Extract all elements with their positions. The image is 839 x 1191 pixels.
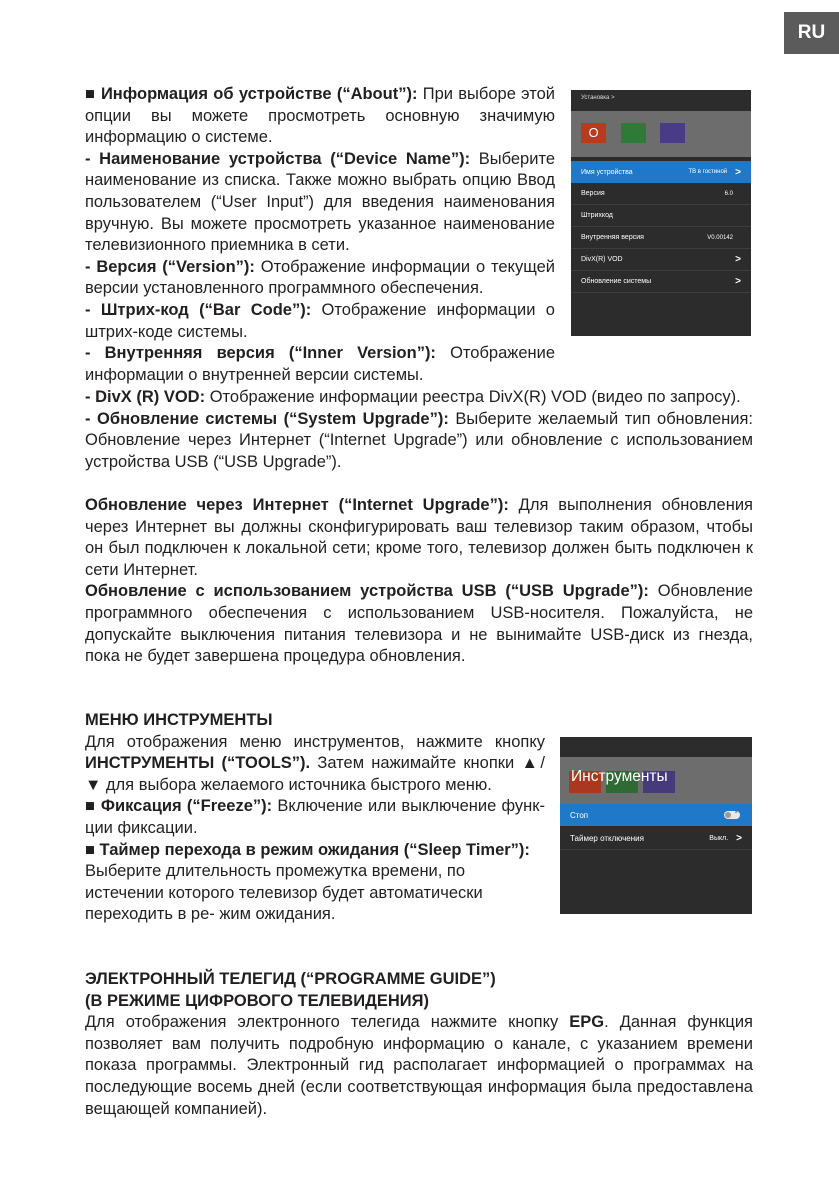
epg-paragraph xyxy=(85,1012,753,1120)
internet-upgrade-paragraph xyxy=(85,495,753,581)
divx-paragraph xyxy=(85,387,753,409)
divx-desc: Отображение информации реестра DivX(R) VOD (видео по запросу). xyxy=(209,388,741,406)
tools-heading: МЕНЮ ИНСТРУМЕНТЫ xyxy=(85,711,273,729)
sleep-timer-term: ■ Таймер перехода в режим ожидания (“Sleep Timer”): xyxy=(85,840,530,859)
version-term: - Версия (“Version”): xyxy=(85,257,255,276)
tv-about-screen xyxy=(571,90,751,336)
row-label: Таймер отключения xyxy=(570,834,644,843)
menu-row-freeze[interactable] xyxy=(560,804,752,826)
system-upgrade-term: - Обновление системы (“System Upgrade”): xyxy=(85,409,449,428)
menu-row-inner-version[interactable] xyxy=(571,227,751,249)
row-label: Версия xyxy=(581,190,605,197)
menu-row-device-name[interactable] xyxy=(571,161,751,183)
inner-version-desc: Отображение информации о внутренней версии системы. xyxy=(85,344,555,384)
row-label: Обновление системы xyxy=(581,278,652,285)
tools-section xyxy=(85,710,545,926)
device-name-paragraph xyxy=(85,149,555,257)
menu-row-sleep-timer[interactable] xyxy=(560,828,752,850)
purple-square xyxy=(660,123,685,143)
row-value: 6.0 xyxy=(724,190,733,197)
freeze-term: ■ Фиксация (“Freeze”): xyxy=(85,797,273,816)
inner-version-paragraph xyxy=(85,343,555,386)
row-label: Имя устройства xyxy=(581,168,633,176)
about-desc: При выборе этой опции вы можете просмотреть основную значимую информацию о системе. xyxy=(85,85,555,147)
sleep-timer-desc: Выберите длительность промежутка времени, по истечении которого телевизор будет автоматически переходить в ре- жим ожидания. xyxy=(85,862,483,924)
row-value: ТВ в гостиной xyxy=(688,169,728,175)
epg-text2: . Данная функция позволяет вам получить подробную информацию о канале, с указанием времени показа программы. Электронный гид располагает информацией о программах на последующие восемь дней (если соответствующая информация была предоставлена вещающей компанией). xyxy=(85,1013,753,1118)
green-square xyxy=(621,123,646,143)
menu-row-version[interactable] xyxy=(571,183,751,205)
row-label: Штрихкод xyxy=(581,212,613,219)
epg-section xyxy=(85,969,753,1120)
chevron-right-icon: > xyxy=(735,276,741,287)
row-value: Выкл. xyxy=(709,835,729,842)
menu-row-system-upgrade[interactable] xyxy=(571,271,751,293)
barcode-paragraph xyxy=(85,300,555,343)
device-name-desc: Выберите наименование из списка. Также можно выбрать опцию Ввод пользователем (“User Input”) для введения наименования вручную. Вы можете просмотреть указанное наименование телевизионного приемника в сети. xyxy=(85,149,555,255)
epg-heading-2: (В РЕЖИМЕ ЦИФРОВОГО ТЕЛЕВИДЕНИЯ) xyxy=(85,991,429,1010)
system-upgrade-paragraph xyxy=(85,409,753,474)
tools-intro-text2: Затем нажимайте кнопки ▲/▼ для выбора желаемого источника быстрого меню. xyxy=(85,754,545,794)
tools-key: ИНСТРУМЕНТЫ (“TOOLS”). xyxy=(85,754,311,773)
menu-row-barcode[interactable] xyxy=(571,205,751,227)
usb-upgrade-paragraph xyxy=(85,581,753,667)
tools-intro-text: Для отображения меню инструментов, нажмите кнопку xyxy=(85,732,545,751)
freeze-desc: Включение или выключение функ-ции фиксации. xyxy=(85,797,545,837)
system-upgrade-desc: Выберите желаемый тип обновления: Обновление через Интернет (“Internet Upgrade”) или обновление с использованием устройства USB (“USB Upgrade”). xyxy=(85,409,753,471)
internet-upgrade-desc: Для выполнения обновления через Интернет вы должны сконфигурировать ваш телевизор таким образом, чтобы он был подключен к локальной сети; кроме того, телевизор должен быть подключен к сети Интернет. xyxy=(85,495,753,579)
row-label: Стоп xyxy=(570,810,589,820)
row-label: DivX(R) VOD xyxy=(581,256,623,263)
chevron-right-icon: > xyxy=(735,254,741,265)
tools-intro-paragraph xyxy=(85,732,545,797)
sleep-timer-desc-paragraph xyxy=(85,861,545,926)
chevron-right-icon: > xyxy=(735,166,741,178)
header-band xyxy=(571,111,751,157)
red-square: О xyxy=(581,123,606,143)
about-section xyxy=(85,84,555,386)
about-paragraph xyxy=(85,84,555,149)
freeze-paragraph xyxy=(85,796,545,839)
breadcrumb: Установка > xyxy=(581,95,615,101)
tv-tools-screen xyxy=(560,737,752,914)
divx-term: - DivX (R) VOD: xyxy=(85,388,206,406)
internet-upgrade-term: Обновление через Интернет (“Internet Upgrade”): xyxy=(85,495,509,514)
toggle-switch[interactable]: × xyxy=(724,811,740,819)
barcode-desc: Отображение информации о штрих-коде системы. xyxy=(85,300,555,341)
usb-upgrade-desc: Обновление программного обеспечения с использованием USB-носителя. Пожалуйста, не допускайте выключения питания телевизора и не вынимайте USB-диск из гнезда, пока не будет завершена процедура обновления. xyxy=(85,582,753,666)
epg-heading-1: ЭЛЕКТРОННЫЙ ТЕЛЕГИД (“PROGRAMME GUIDE”) xyxy=(85,970,496,988)
tools-menu-title: Инструменты xyxy=(571,768,668,785)
barcode-term: - Штрих-код (“Bar Code”): xyxy=(85,300,312,319)
epg-key: EPG xyxy=(569,1013,605,1032)
inner-version-term: - Внутренняя версия (“Inner Version”): xyxy=(85,344,436,363)
chevron-right-icon: > xyxy=(736,833,742,844)
about-section-wide xyxy=(85,387,753,668)
epg-text: Для отображения электронного телегида нажмите кнопку xyxy=(85,1013,559,1032)
row-label: Внутренняя версия xyxy=(581,234,644,241)
about-term: ■ Информация об устройстве (“About”): xyxy=(85,85,418,103)
device-name-term: - Наименование устройства (“Device Name”): xyxy=(85,149,471,168)
language-tab: RU xyxy=(784,12,839,54)
version-paragraph xyxy=(85,257,555,300)
sleep-timer-paragraph xyxy=(85,840,545,862)
row-value: V0.00142 xyxy=(707,234,733,241)
version-desc: Отображение информации о текущей версии установленного программного обеспечения. xyxy=(85,257,555,298)
usb-upgrade-term: Обновление с использованием устройства USB (“USB Upgrade”): xyxy=(85,582,649,601)
menu-row-divx[interactable] xyxy=(571,249,751,271)
